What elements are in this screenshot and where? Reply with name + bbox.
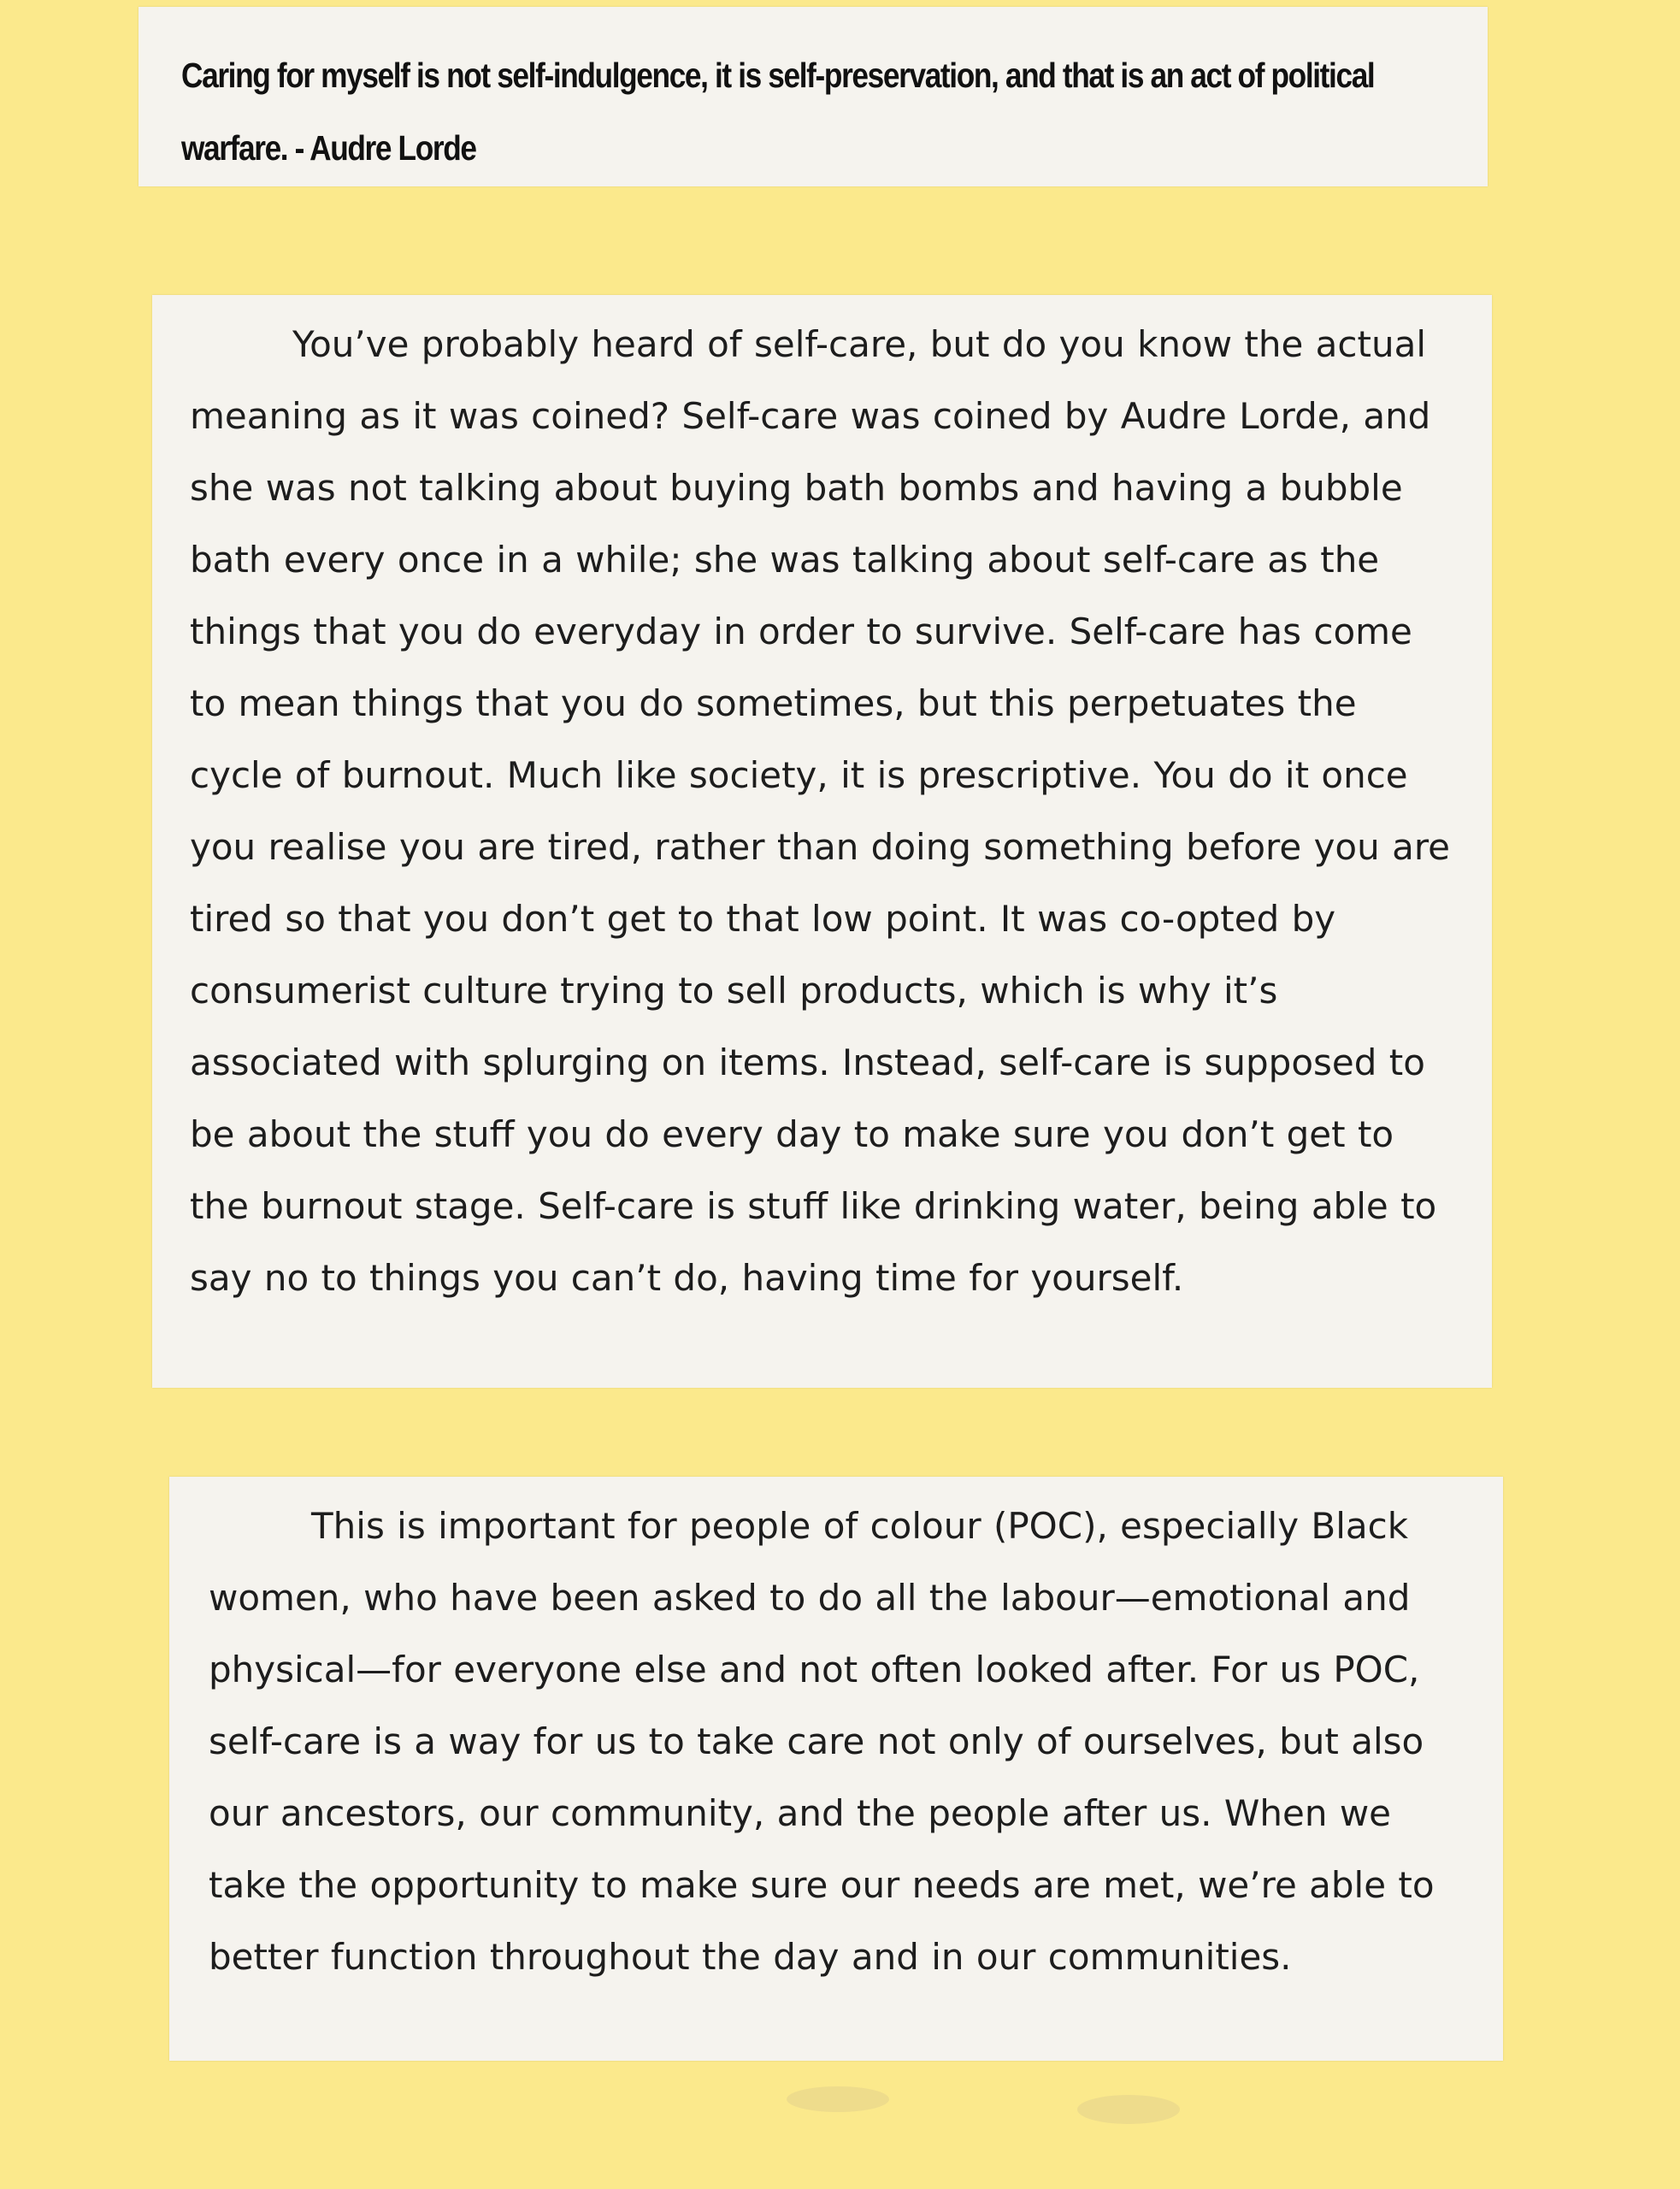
paragraph-one-text: You’ve probably heard of self-care, but do you know the actual meaning as it was coined? Self-care was coined by Audre Lorde, and she was not talking about buying bath bombs and having a bubble bath every once in a while; she was talking about self-care as the things that you do everyday in order to survive. Self-care has come to mean things that you do sometimes, but this perpetuates the cycle of burnout. Much like society, it is prescriptive. You do it once you realise you are tired, rather than doing something before you are tired so that you don’t get to that low point. It was co-opted by consumerist culture trying to sell products, which is why it’s associated with splurging on items. Instead, self-care is supposed to be about the stuff you do every day to make sure you don’t get to the burnout stage. Self-care is stuff like drinking water, being able to say no to things you can’t do, having time for yourself.: [190, 323, 1451, 1299]
quote-text: Caring for myself is not self-indulgence, it is self-preservation, and that is an act of political warfare. - Audre Lorde: [181, 56, 1375, 168]
paragraph-card-two: [169, 1477, 1503, 2061]
paragraph-card-one: [152, 295, 1492, 1388]
paper-scuff: [1077, 2095, 1180, 2124]
paper-scuff: [787, 2086, 889, 2112]
paragraph-two-text: This is important for people of colour (POC), especially Black women, who have been asked to do all the labour—emotional and physical—for everyone else and not often looked after. For us POC, self-care is a way for us to take care not only of ourselves, but also our ancestors, our community, and the people after us. When we take the opportunity to make sure our needs are met, we’re able to better function throughout the day and in our communities.: [209, 1505, 1435, 1978]
quote-card: [139, 7, 1488, 186]
